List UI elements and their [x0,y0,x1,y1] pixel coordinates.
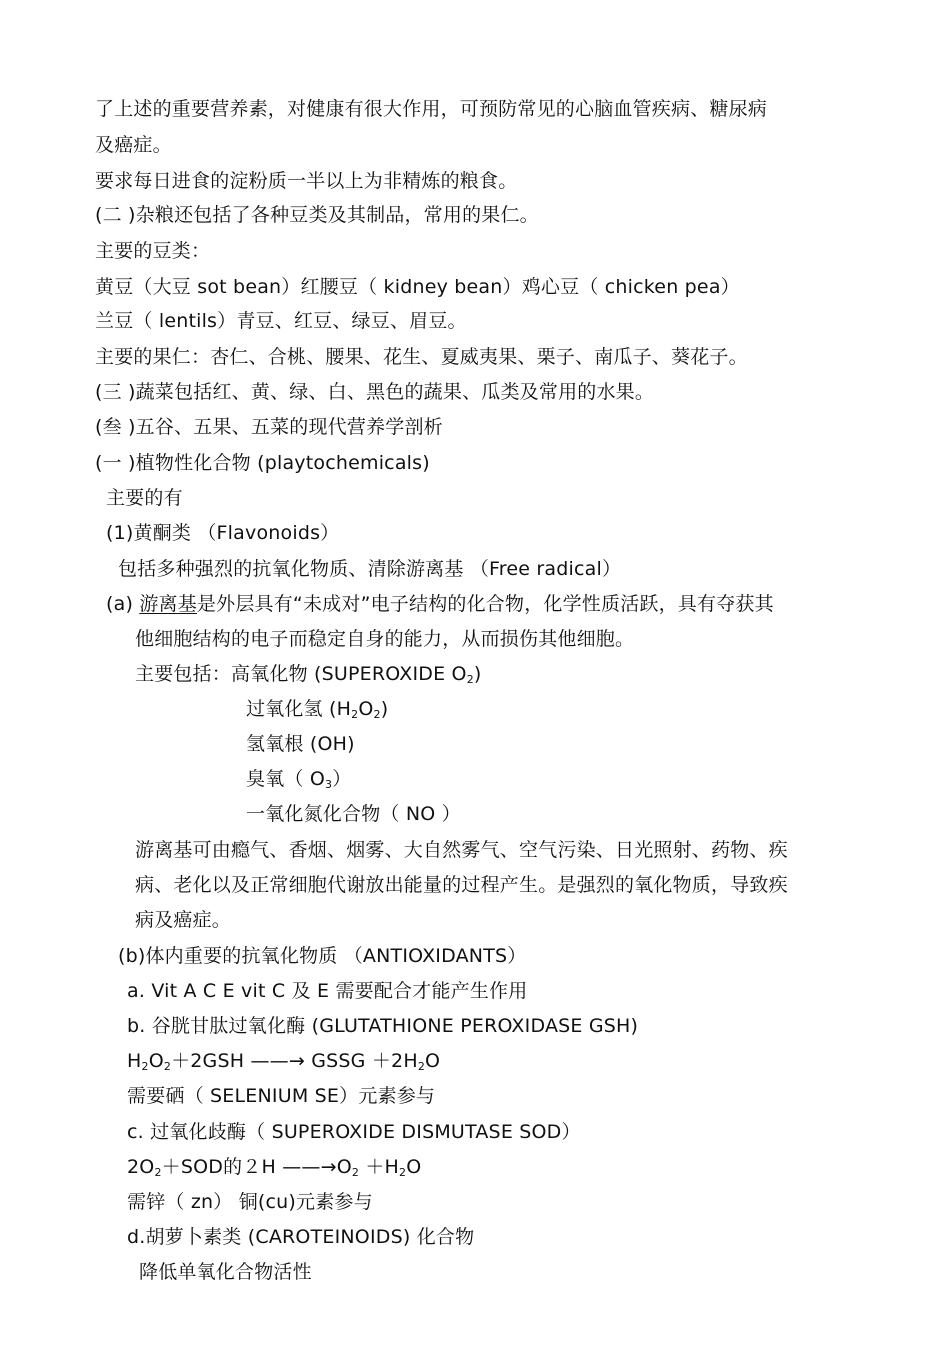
list-item [246,697,388,721]
list-item [135,662,482,686]
text: ) [380,698,389,720]
text: O [148,1050,164,1072]
text: (三 )蔬菜包括红、黄、绿、白、黑色的蔬果、瓜类及常用的水果。 [95,381,655,403]
text: 需锌（ zn） 铜(cu)元素参与 [127,1191,373,1213]
chemical-equation [127,1155,421,1179]
text: (1)黄酮类 （Flavonoids） [106,522,340,544]
text: 2O [127,1156,155,1178]
list-item [246,732,355,756]
text: 主要的有 [106,487,183,509]
text: d.胡萝卜素类 (CAROTEINOIDS) 化合物 [127,1226,475,1248]
subsection-heading [118,944,526,968]
text: ＋SOD的２H ——→O [161,1156,352,1178]
paragraph-line [106,486,183,510]
text: 病、老化以及正常细胞代谢放出能量的过程产生。是强烈的氧化物质，导致疾 [135,874,788,896]
text: (二 )杂粮还包括了各种豆类及其制品，常用的果仁。 [95,204,539,226]
text: (一 )植物性化合物 (playtochemicals) [95,452,430,474]
paragraph-line [139,1260,312,1284]
text: 了上述的重要营养素，对健康有很大作用，可预防常见的心脑血管疾病、糖尿病 [95,98,768,120]
paragraph-line [135,908,231,932]
text: b. 谷胱甘肽过氧化酶 (GLUTATHIONE PEROXIDASE GSH) [127,1015,639,1037]
list-item [246,767,351,791]
paragraph-line [95,169,517,193]
paragraph-line [106,592,774,616]
text: 兰豆（ lentils）青豆、红豆、绿豆、眉豆。 [95,310,467,332]
text: a. Vit A C E vit C 及 E 需要配合才能产生作用 [127,980,528,1002]
list-item [246,802,461,826]
text: 是外层具有“未成对”电子结构的化合物，化学性质活跃，具有夺获其 [196,593,774,615]
paragraph-line [127,1190,373,1214]
paragraph-line [95,97,767,121]
paragraph-line [95,309,467,333]
text: 游离基可由瘾气、香烟、烟雾、大自然雾气、空气污染、日光照射、药物、疾 [135,839,788,861]
text: (a) [106,593,140,615]
text: (叁 )五谷、五果、五菜的现代营养学剖析 [95,416,443,438]
section-heading [95,451,430,475]
text: H [127,1050,142,1072]
subscript: 2 [351,1166,360,1179]
underlined-term: 游离基 [139,593,197,615]
paragraph-line [95,239,210,263]
subscript: 2 [163,1060,172,1073]
paragraph-line [95,133,172,157]
text: 过氧化氢 (H [246,698,352,720]
subscript: 2 [154,1166,162,1179]
subscript: 2 [417,1060,426,1073]
paragraph-line [95,345,748,369]
text: ＋2GSH ——→ GSSG ＋2H [171,1050,418,1072]
subscript: 2 [351,708,359,721]
text: 要求每日进食的淀粉质一半以上为非精炼的粮食。 [95,170,518,192]
subscript: 2 [466,673,474,686]
list-item [127,979,527,1003]
chemical-equation [127,1049,440,1073]
text: 主要包括：高氧化物 (SUPEROXIDE O [135,663,467,685]
text: 病及癌症。 [135,909,232,931]
subscript: 2 [373,708,381,721]
text: 主要的豆类： [95,240,211,262]
paragraph-line [135,838,788,862]
text: ) [473,663,482,685]
text: 一氧化氮化合物（ NO ） [246,803,461,825]
paragraph-line [127,1084,435,1108]
paragraph-line [135,627,634,651]
list-item [127,1014,638,1038]
text: 黄豆（大豆 sot bean）红腰豆（ kidney bean）鸡心豆（ chicken pea） [95,276,740,298]
text: ） [332,768,352,790]
text: (b)体内重要的抗氧化物质 （ANTIOXIDANTS） [118,945,527,967]
section-heading [95,380,654,404]
subscript: 2 [141,1060,149,1073]
text: 及癌症。 [95,134,172,156]
list-item [127,1120,581,1144]
text: ＋H [359,1156,400,1178]
text: 需要硒（ SELENIUM SE）元素参与 [127,1085,436,1107]
paragraph-line [135,873,788,897]
text: 他细胞结构的电子而稳定自身的能力，从而损伤其他细胞。 [135,628,635,650]
text: O [406,1156,422,1178]
text: 主要的果仁：杏仁、合桃、腰果、花生、夏威夷果、栗子、南瓜子、葵花子。 [95,346,748,368]
text: 臭氧（ O [246,768,325,790]
paragraph-line [118,557,621,581]
list-item [127,1225,474,1249]
paragraph-line [95,275,740,299]
subsection-heading [106,521,339,545]
section-heading [95,203,539,227]
subscript: 2 [399,1166,407,1179]
section-heading [95,415,443,439]
text: 氢氧根 (OH) [246,733,355,755]
text: O [358,698,374,720]
text: c. 过氧化歧酶（ SUPEROXIDE DISMUTASE SOD） [127,1121,581,1143]
subscript: 3 [325,778,333,791]
text: 降低单氧化合物活性 [139,1261,312,1283]
text: 包括多种强烈的抗氧化物质、清除游离基 （Free radical） [118,558,622,580]
text: O [425,1050,441,1072]
